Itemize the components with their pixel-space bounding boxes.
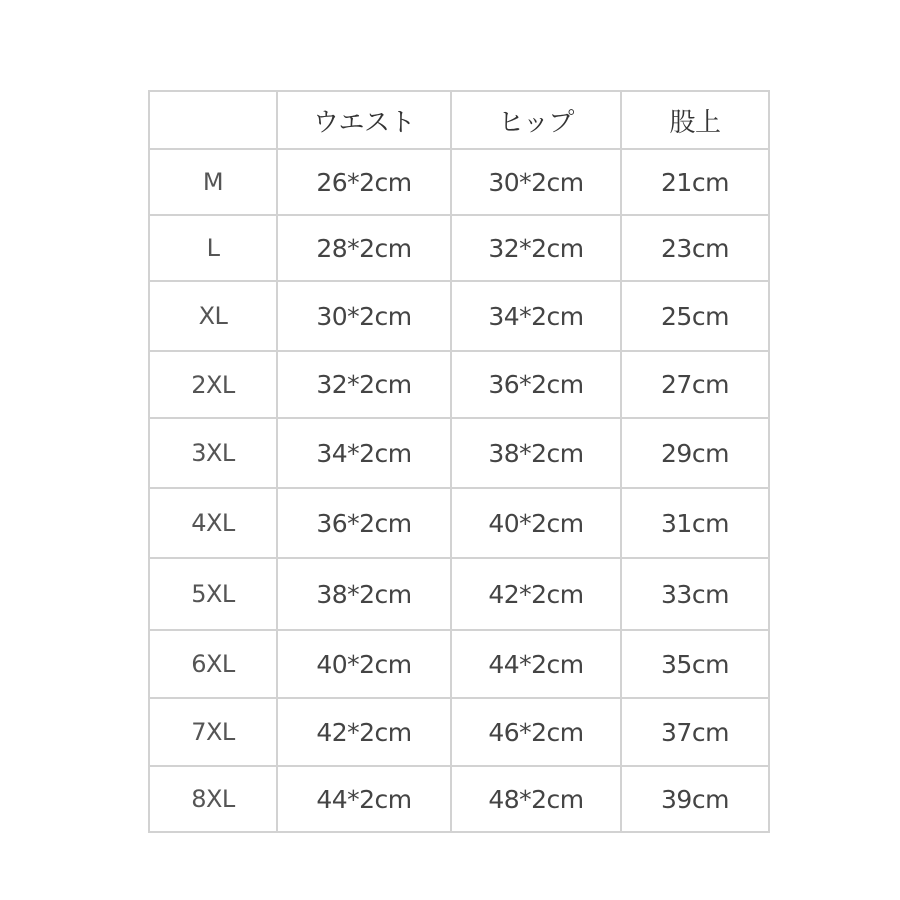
header-hip: ヒップ [451,91,621,149]
rise-cell: 23cm [621,215,769,281]
size-chart-table [148,90,770,833]
hip-cell: 46*2cm [451,698,621,766]
hip-cell: 38*2cm [451,418,621,488]
table-row [149,558,769,630]
table-row [149,698,769,766]
size-cell: 8XL [149,766,277,832]
size-cell: 3XL [149,418,277,488]
rise-cell: 33cm [621,558,769,630]
waist-cell: 34*2cm [277,418,451,488]
table-body [149,149,769,832]
waist-cell: 28*2cm [277,215,451,281]
hip-cell: 40*2cm [451,488,621,558]
table-row [149,351,769,418]
rise-cell: 21cm [621,149,769,215]
table-row [149,418,769,488]
hip-cell: 42*2cm [451,558,621,630]
header-corner [149,91,277,149]
header-rise: 股上 [621,91,769,149]
table-row [149,766,769,832]
size-cell: 2XL [149,351,277,418]
hip-cell: 32*2cm [451,215,621,281]
waist-cell: 40*2cm [277,630,451,698]
header-waist: ウエスト [277,91,451,149]
rise-cell: 31cm [621,488,769,558]
waist-cell: 36*2cm [277,488,451,558]
table-row [149,488,769,558]
waist-cell: 26*2cm [277,149,451,215]
table-row [149,215,769,281]
hip-cell: 34*2cm [451,281,621,351]
size-cell: L [149,215,277,281]
rise-cell: 27cm [621,351,769,418]
table-row [149,630,769,698]
size-cell: M [149,149,277,215]
rise-cell: 37cm [621,698,769,766]
size-cell: XL [149,281,277,351]
header-row [149,91,769,149]
rise-cell: 29cm [621,418,769,488]
size-cell: 4XL [149,488,277,558]
hip-cell: 36*2cm [451,351,621,418]
waist-cell: 44*2cm [277,766,451,832]
rise-cell: 25cm [621,281,769,351]
waist-cell: 42*2cm [277,698,451,766]
table-row [149,281,769,351]
rise-cell: 35cm [621,630,769,698]
hip-cell: 44*2cm [451,630,621,698]
rise-cell: 39cm [621,766,769,832]
size-cell: 7XL [149,698,277,766]
waist-cell: 30*2cm [277,281,451,351]
table-row [149,149,769,215]
size-cell: 6XL [149,630,277,698]
hip-cell: 30*2cm [451,149,621,215]
waist-cell: 38*2cm [277,558,451,630]
waist-cell: 32*2cm [277,351,451,418]
size-cell: 5XL [149,558,277,630]
hip-cell: 48*2cm [451,766,621,832]
